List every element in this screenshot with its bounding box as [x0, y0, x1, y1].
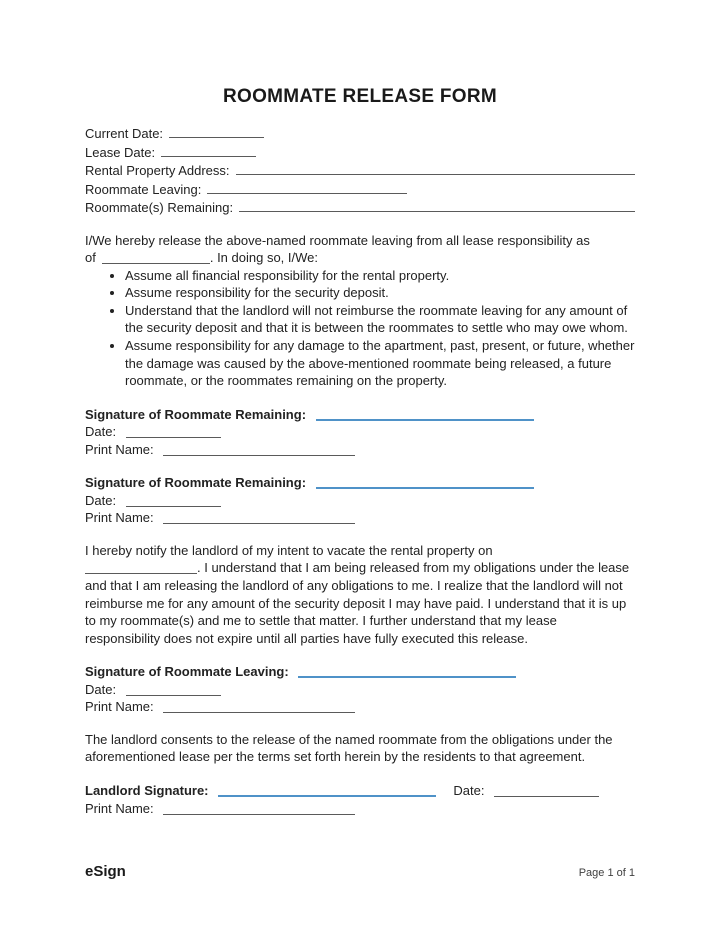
release-paragraph-rest: . In doing so, I/We: — [209, 250, 318, 266]
landlord-consent-paragraph: The landlord consents to the release of the named roommate from the obligations under the aforementioned lease per the terms set forth herein by the residents to that agreement. — [85, 731, 613, 765]
signature-block-roommate-leaving — [85, 663, 635, 716]
date-line[interactable] — [126, 682, 221, 696]
signature-label: Signature of Roommate Leaving: — [85, 664, 289, 680]
signature-label: Signature of Roommate Remaining: — [85, 406, 307, 422]
signature-block-roommate-remaining-2 — [85, 474, 635, 527]
date-row — [85, 681, 635, 699]
landlord-date-line[interactable] — [494, 783, 599, 797]
print-name-row — [85, 698, 635, 716]
date-line[interactable] — [126, 424, 221, 438]
rental-property-address-label: Rental Property Address: — [85, 163, 230, 179]
roommates-remaining-label: Roommate(s) Remaining: — [85, 200, 234, 216]
bullet-item: • Assume responsibility for any damage to the apartment, past, present, or future, whether the damage was caused by the above-mentioned roommate being released, a future roommate, or the roommates remaining on the property. — [125, 337, 635, 390]
signature-label: Signature of Roommate Remaining: — [85, 475, 307, 491]
signature-block-roommate-remaining-1 — [85, 406, 635, 459]
signature-line[interactable] — [316, 406, 534, 421]
field-current-date — [85, 124, 635, 143]
print-name-line[interactable] — [163, 442, 355, 456]
current-date-line[interactable] — [169, 124, 264, 138]
release-paragraph-of: of — [85, 250, 96, 266]
signature-row — [85, 474, 635, 492]
signature-row — [85, 406, 635, 424]
field-roommates-remaining — [85, 198, 635, 217]
print-name-row — [85, 441, 635, 459]
landlord-signature-row — [85, 782, 635, 800]
date-label: Date: — [85, 681, 117, 697]
page-number: Page 1 of 1 — [578, 867, 635, 879]
field-rental-property-address — [85, 161, 635, 180]
signature-row — [85, 663, 635, 681]
print-name-line[interactable] — [163, 510, 355, 524]
landlord-signature-line[interactable] — [218, 782, 436, 797]
vacate-notice-rest: . I understand that I am being released from my obligations under the lease and that I am releasing the landlord of any obligations to me. I realize that the landlord will not reimburse me for any amount of the security deposit I may have paid. I understand that it is up to my roommate(s) and me to settle that matter. I further understand that my lease responsibility does not expire until all parties have fully executed this release. — [85, 560, 630, 646]
release-date-blank-line[interactable] — [102, 250, 210, 264]
form-title: ROOMMATE RELEASE FORM — [222, 86, 498, 107]
landlord-signature-label: Landlord Signature: — [85, 782, 209, 798]
landlord-date-label: Date: — [453, 782, 485, 798]
lease-date-line[interactable] — [161, 143, 256, 157]
current-date-label: Current Date: — [85, 126, 164, 141]
bullet-item: • Assume all financial responsibility for the rental property. — [125, 267, 635, 285]
print-name-label: Print Name: — [85, 800, 154, 816]
field-roommate-leaving — [85, 180, 635, 199]
print-name-line[interactable] — [163, 699, 355, 713]
signature-line[interactable] — [298, 663, 516, 678]
date-row — [85, 423, 635, 441]
print-name-row — [85, 509, 635, 527]
roommate-leaving-label: Roommate Leaving: — [85, 181, 202, 197]
vacate-notice-line1: I hereby notify the landlord of my intent to vacate the rental property on — [85, 542, 493, 558]
date-line[interactable] — [126, 493, 221, 507]
landlord-signature-block — [85, 782, 635, 817]
print-name-label: Print Name: — [85, 510, 154, 526]
responsibility-bullet-list — [85, 267, 635, 390]
vacate-date-blank-line[interactable] — [85, 560, 197, 574]
roommate-leaving-line[interactable] — [207, 180, 407, 194]
roommates-remaining-line[interactable] — [239, 198, 635, 212]
rental-property-address-line[interactable] — [236, 161, 635, 175]
date-row — [85, 492, 635, 510]
release-paragraph — [85, 232, 635, 267]
bullet-item: • Understand that the landlord will not reimburse the roommate leaving for any amount of the security deposit and that it is between the roommates to settle who may owe whom. — [125, 302, 635, 337]
esign-logo: eSign — [85, 863, 126, 880]
date-label: Date: — [85, 492, 117, 508]
field-lease-date — [85, 143, 635, 162]
release-paragraph-line1: I/We hereby release the above-named roommate leaving from all lease responsibility as — [85, 232, 590, 248]
landlord-print-name-line[interactable] — [163, 801, 355, 815]
vacate-notice-paragraph — [85, 542, 635, 647]
bullet-item: • Assume responsibility for the security deposit. — [125, 284, 635, 302]
page-footer — [85, 862, 635, 882]
signature-line[interactable] — [316, 474, 534, 489]
print-name-label: Print Name: — [85, 441, 154, 457]
lease-date-label: Lease Date: — [85, 144, 156, 160]
print-name-label: Print Name: — [85, 699, 154, 715]
landlord-print-name-row — [85, 800, 635, 818]
header-fields — [85, 124, 635, 217]
date-label: Date: — [85, 424, 117, 440]
